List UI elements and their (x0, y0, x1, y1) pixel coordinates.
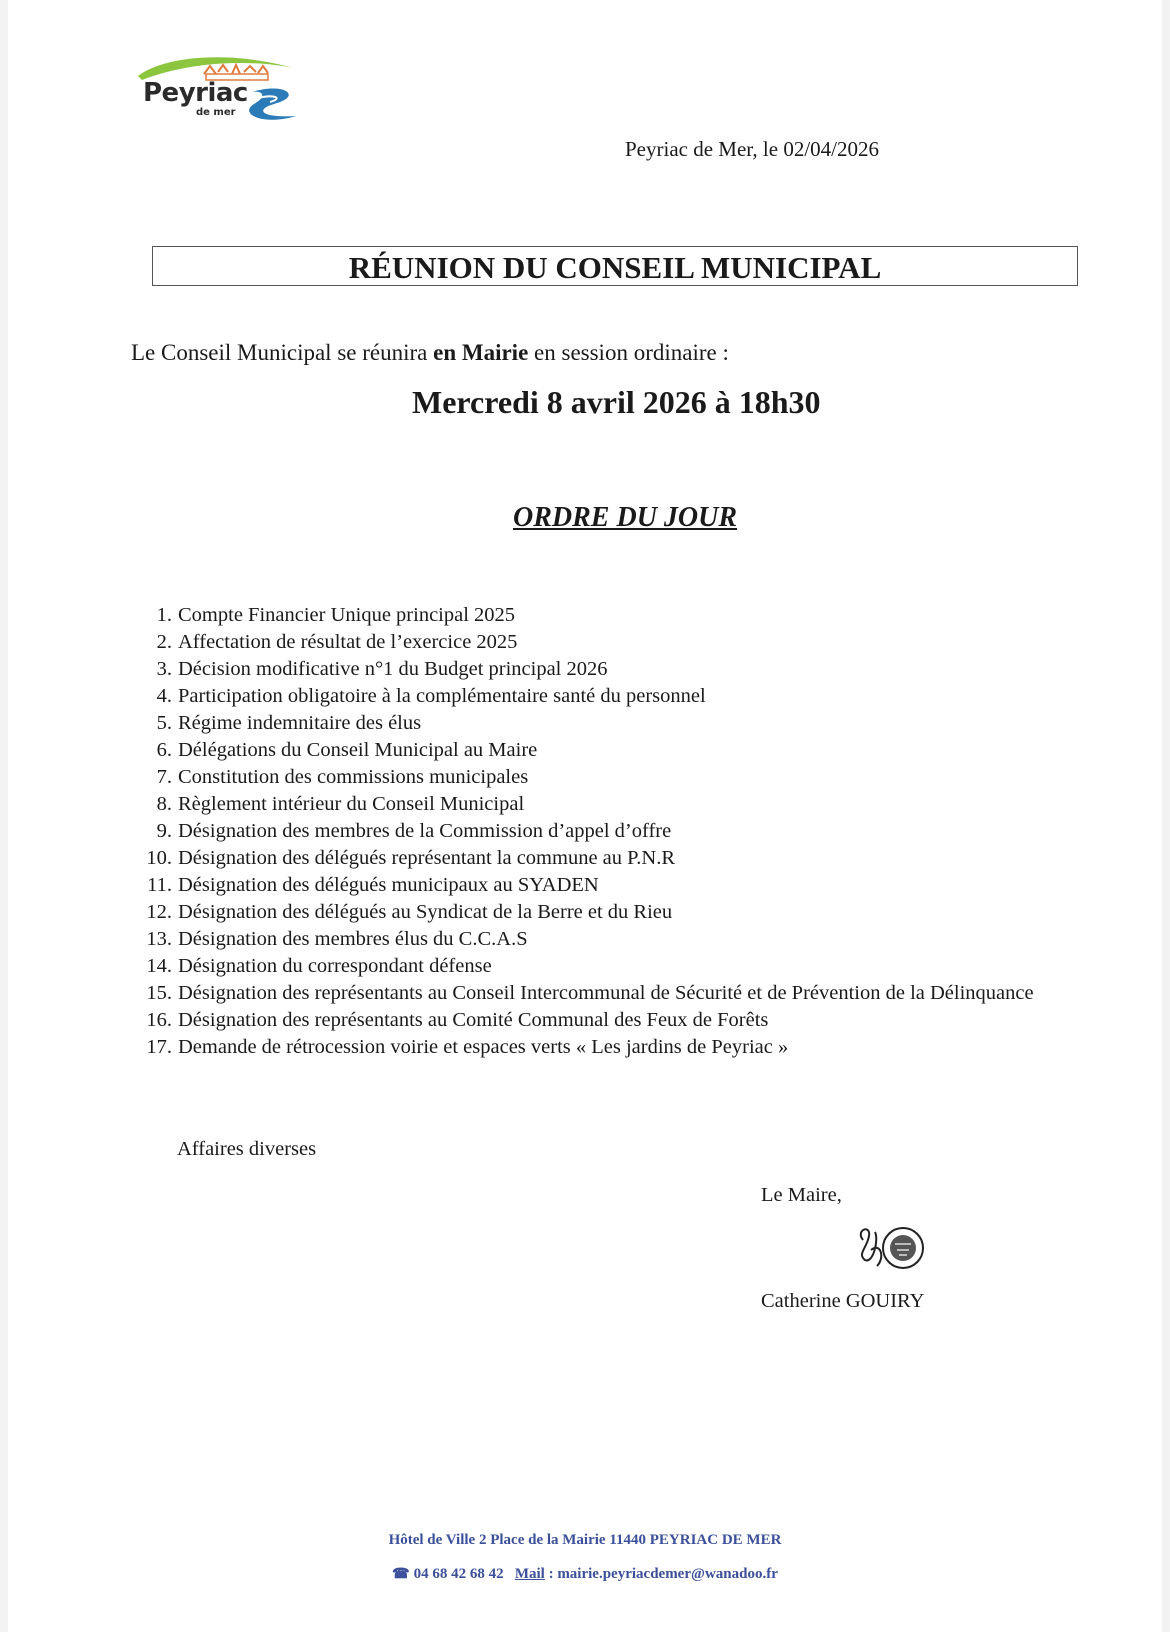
agenda-item (136, 818, 1141, 845)
agenda-item-text: Demande de rétrocession voirie et espaces verts « Les jardins de Peyriac » (178, 1036, 789, 1058)
agenda-item-number: 14. (146, 955, 172, 977)
page-title: RÉUNION DU CONSEIL MUNICIPAL (348, 250, 882, 285)
agenda-item (136, 791, 1141, 818)
agenda-item-number: 12. (146, 901, 172, 923)
agenda-list (136, 602, 1141, 1061)
agenda-item (136, 872, 1141, 899)
agenda-item-number: 4. (156, 685, 172, 707)
intro-sentence (131, 340, 729, 366)
agenda-item (136, 845, 1141, 872)
agenda-item (136, 1007, 1141, 1034)
agenda-item-text: Désignation des représentants au Conseil Intercommunal de Sécurité et de Prévention de la Délinquance (178, 982, 1034, 1004)
footer-phone: 04 68 42 68 42 (413, 1566, 504, 1582)
agenda-item (136, 629, 1141, 656)
peyriac-logo (134, 52, 310, 128)
agenda-item (136, 953, 1141, 980)
agenda-item-number: 7. (156, 766, 172, 788)
agenda-item (136, 602, 1141, 629)
signature-stamp (851, 1220, 931, 1272)
agenda-item-text: Désignation des délégués au Syndicat de la Berre et du Rieu (178, 901, 673, 923)
agenda-item-text: Désignation des délégués représentant la commune au P.N.R (178, 847, 675, 869)
agenda-item-text: Délégations du Conseil Municipal au Maire (178, 739, 538, 761)
agenda-title: ORDRE DU JOUR (513, 502, 738, 533)
logo-name: Peyriac (143, 78, 248, 108)
document-page (8, 0, 1162, 1632)
signature-title: Le Maire, (761, 1184, 842, 1206)
agenda-item-text: Compte Financier Unique principal 2025 (178, 604, 516, 626)
agenda-item (136, 710, 1141, 737)
agenda-item (136, 1034, 1141, 1061)
intro-location: en Mairie (433, 340, 529, 365)
agenda-item-number: 5. (156, 712, 172, 734)
agenda-item-number: 16. (146, 1009, 172, 1031)
agenda-item (136, 737, 1141, 764)
agenda-item-number: 15. (146, 982, 172, 1004)
agenda-item-text: Désignation des délégués municipaux au SYADEN (178, 874, 599, 896)
agenda-item-text: Désignation des membres de la Commission d’appel d’offre (178, 820, 672, 842)
title-box (152, 246, 1078, 286)
footer-contact (8, 1566, 1162, 1583)
meeting-date: Mercredi 8 avril 2026 à 18h30 (412, 384, 821, 420)
phone-icon: ☎ (392, 1567, 410, 1582)
intro-before: Le Conseil Municipal se réunira (131, 340, 434, 365)
footer-mail-label: Mail (514, 1566, 545, 1582)
agenda-item-number: 2. (156, 631, 172, 653)
agenda-item-number: 10. (146, 847, 172, 869)
signer-name: Catherine GOUIRY (761, 1290, 925, 1312)
logo-subtitle: de mer (196, 107, 236, 118)
agenda-item-number: 6. (156, 739, 172, 761)
agenda-item-text: Constitution des commissions municipales (178, 766, 529, 788)
agenda-item (136, 926, 1141, 953)
agenda-item (136, 683, 1141, 710)
agenda-item-number: 3. (156, 658, 172, 680)
footer-mail-sep: : (544, 1566, 558, 1582)
agenda-item-number: 9. (156, 820, 172, 842)
agenda-item (136, 980, 1141, 1007)
agenda-item-text: Participation obligatoire à la complémentaire santé du personnel (178, 685, 706, 707)
footer-email[interactable]: mairie.peyriacdemer@wanadoo.fr (557, 1566, 778, 1582)
agenda-item (136, 656, 1141, 683)
agenda-item (136, 899, 1141, 926)
date-line: Peyriac de Mer, le 02/04/2026 (625, 137, 880, 161)
agenda-item-number: 8. (156, 793, 172, 815)
agenda-item-text: Décision modificative n°1 du Budget principal 2026 (178, 658, 608, 680)
agenda-item-number: 13. (146, 928, 172, 950)
agenda-item-text: Désignation des membres élus du C.C.A.S (178, 928, 528, 950)
agenda-item-number: 1. (156, 604, 172, 626)
agenda-item-text: Désignation du correspondant défense (178, 955, 492, 977)
intro-after: en session ordinaire : (528, 340, 729, 365)
agenda-item-number: 17. (146, 1036, 172, 1058)
misc-items: Affaires diverses (177, 1138, 317, 1160)
agenda-item-text: Régime indemnitaire des élus (178, 712, 422, 734)
footer-address: Hôtel de Ville 2 Place de la Mairie 11440 PEYRIAC DE MER (388, 1532, 782, 1548)
agenda-item-text: Affectation de résultat de l’exercice 2025 (178, 631, 518, 653)
agenda-item (136, 764, 1141, 791)
agenda-item-text: Désignation des représentants au Comité Communal des Feux de Forêts (178, 1009, 769, 1031)
agenda-item-text: Règlement intérieur du Conseil Municipal (178, 793, 525, 815)
agenda-item-number: 11. (147, 874, 172, 896)
